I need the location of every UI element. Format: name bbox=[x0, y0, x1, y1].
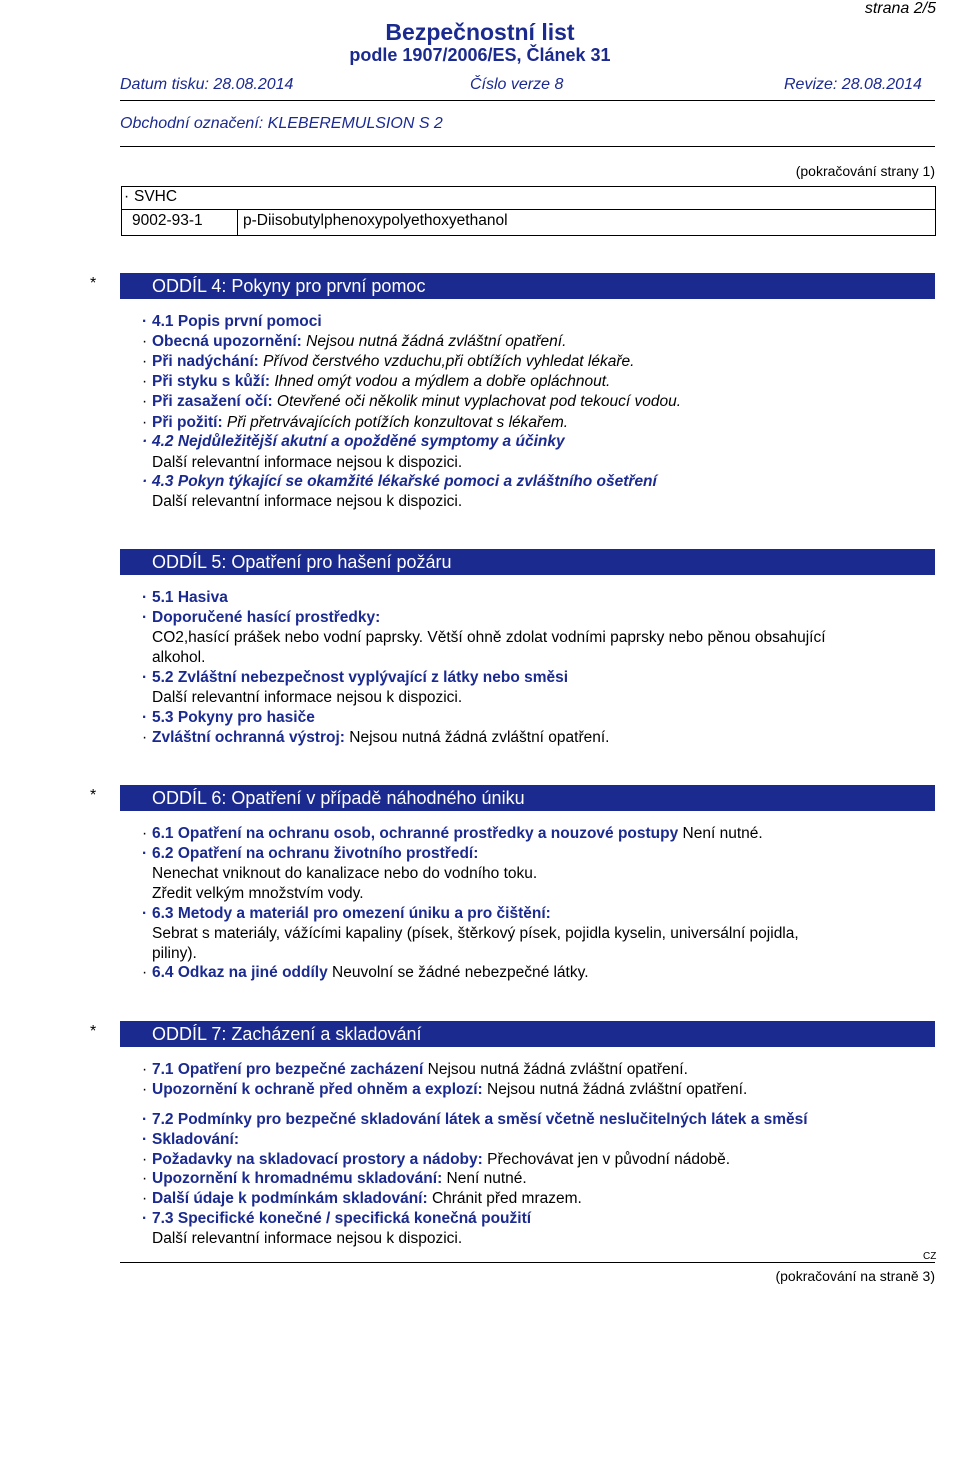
s53-heading: · 5.3 Pokyny pro hasiče bbox=[142, 709, 315, 726]
s62-heading: · 6.2 Opatření na ochranu životního prostředí: bbox=[142, 845, 479, 862]
s61-item: · 6.1 Opatření na ochranu osob, ochranné prostředky a nouzové postupy Není nutné. bbox=[142, 825, 763, 842]
page-indicator: strana 2/5 bbox=[864, 0, 936, 17]
s73-heading: · 7.3 Specifické konečné / specifická konečná použití bbox=[142, 1210, 532, 1227]
section5-title: ODDÍL 5: Opatření pro hašení požáru bbox=[152, 552, 452, 572]
skin-contact: · Při styku s kůží: Ihned omýt vodou a mýdlem a dobře opláchnout. bbox=[142, 373, 611, 390]
product-divider bbox=[120, 146, 935, 147]
s63-heading: · 6.3 Metody a materiál pro omezení úniku a pro čištění: bbox=[142, 905, 551, 922]
s62-line1: Nenechat vniknout do kanalizace nebo do vodního toku. bbox=[152, 865, 538, 882]
continued-to: (pokračování na straně 3) bbox=[775, 1268, 935, 1284]
section6-title: ODDÍL 6: Opatření v případě náhodného úniku bbox=[152, 788, 525, 808]
section7-title: ODDÍL 7: Zacházení a skladování bbox=[152, 1024, 422, 1044]
document-title: Bezpečnostní list bbox=[385, 19, 575, 45]
recommended-media-line1: CO2,hasící prášek nebo vodní paprsky. Větší ohně zdolat vodními paprsky nebo pěnou obsahující bbox=[152, 629, 826, 646]
ingestion: · Při požití: Při přetrvávajících potížích konzultovat s lékařem. bbox=[142, 414, 569, 431]
footer-divider bbox=[120, 1262, 935, 1263]
further-storage-info: · Další údaje k podmínkám skladování: Chránit před mrazem. bbox=[142, 1190, 582, 1207]
s51-heading: · 5.1 Hasiva bbox=[142, 589, 228, 606]
storage-requirements: · Požadavky na skladovací prostory a nádoby: Přechovávat jen v původní nádobě. bbox=[142, 1151, 731, 1168]
section7-header bbox=[120, 1021, 935, 1047]
document-subtitle: podle 1907/2006/ES, Článek 31 bbox=[349, 45, 611, 65]
s71-item: · 7.1 Opatření pro bezpečné zacházení Nejsou nutná žádná zvláštní opatření. bbox=[142, 1061, 688, 1078]
section4-header bbox=[120, 273, 935, 299]
general-notes: · Obecná upozornění: Nejsou nutná žádná zvláštní opatření. bbox=[142, 333, 567, 350]
s41-heading: · 4.1 Popis první pomoci bbox=[142, 313, 322, 330]
storage-label: · Skladování: bbox=[142, 1131, 239, 1148]
header-divider bbox=[120, 100, 935, 101]
svhc-table bbox=[121, 186, 936, 236]
s64-item: · 6.4 Odkaz na jiné oddíly Neuvolní se žádné nebezpečné látky. bbox=[142, 964, 589, 981]
eye-contact: · Při zasažení očí: Otevřené oči několik minut vyplachovat pod tekoucí vodou. bbox=[142, 393, 682, 410]
s73-text: Další relevantní informace nejsou k dispozici. bbox=[152, 1230, 463, 1247]
fire-protection: · Upozornění k ochraně před ohněm a explozí: Nejsou nutná žádná zvláštní opatření. bbox=[142, 1081, 748, 1098]
protective-equipment: · Zvláštní ochranná výstroj: Nejsou nutná žádná zvláštní opatření. bbox=[142, 729, 610, 746]
s52-text: Další relevantní informace nejsou k dispozici. bbox=[152, 689, 463, 706]
svhc-label: · SVHC bbox=[124, 188, 178, 205]
continued-from: (pokračování strany 1) bbox=[795, 163, 935, 179]
revision-date: Revize: 28.08.2014 bbox=[784, 76, 922, 93]
svhc-cas: 9002-93-1 bbox=[132, 212, 203, 229]
s62-line2: Zředit velkým množstvím vody. bbox=[152, 885, 364, 902]
s52-heading: · 5.2 Zvláštní nebezpečnost vyplývající z látky nebo směsi bbox=[142, 669, 569, 686]
country-code: CZ bbox=[923, 1251, 937, 1262]
s43-heading: · 4.3 Pokyn týkající se okamžité lékařské pomoci a zvláštního ošetření bbox=[142, 473, 657, 490]
s43-text: Další relevantní informace nejsou k dispozici. bbox=[152, 493, 463, 510]
s63-line2: piliny). bbox=[152, 945, 197, 962]
s63-line1: Sebrat s materiály, vážícími kapaliny (písek, štěrkový písek, pojidla kyselin, universální pojidla, bbox=[152, 925, 799, 942]
version-number: Číslo verze 8 bbox=[470, 76, 564, 93]
svhc-column-divider bbox=[237, 210, 238, 235]
print-date: Datum tisku: 28.08.2014 bbox=[120, 76, 294, 93]
common-storage: · Upozornění k hromadnému skladování: Není nutné. bbox=[142, 1170, 527, 1187]
svhc-substance: p-Diisobutylphenoxypolyethoxyethanol bbox=[243, 212, 508, 229]
product-name: Obchodní označení: KLEBEREMULSION S 2 bbox=[120, 115, 443, 132]
s72-heading: · 7.2 Podmínky pro bezpečné skladování látek a směsí včetně neslučitelných látek a směsí bbox=[142, 1111, 808, 1128]
section4-revision-marker: * bbox=[90, 275, 97, 292]
s42-heading: · 4.2 Nejdůležitější akutní a opožděné symptomy a účinky bbox=[142, 433, 565, 450]
section6-header bbox=[120, 785, 935, 811]
s42-text: Další relevantní informace nejsou k dispozici. bbox=[152, 454, 463, 471]
section7-revision-marker: * bbox=[90, 1023, 97, 1040]
svhc-row-divider bbox=[122, 209, 935, 210]
recommended-media-label: · Doporučené hasící prostředky: bbox=[142, 609, 381, 626]
section5-header bbox=[120, 549, 935, 575]
section4-title: ODDÍL 4: Pokyny pro první pomoc bbox=[152, 276, 426, 296]
recommended-media-line2: alkohol. bbox=[152, 649, 206, 666]
inhalation: · Při nadýchání: Přívod čerstvého vzduchu,při obtížích vyhledat lékaře. bbox=[142, 353, 635, 370]
section6-revision-marker: * bbox=[90, 787, 97, 804]
